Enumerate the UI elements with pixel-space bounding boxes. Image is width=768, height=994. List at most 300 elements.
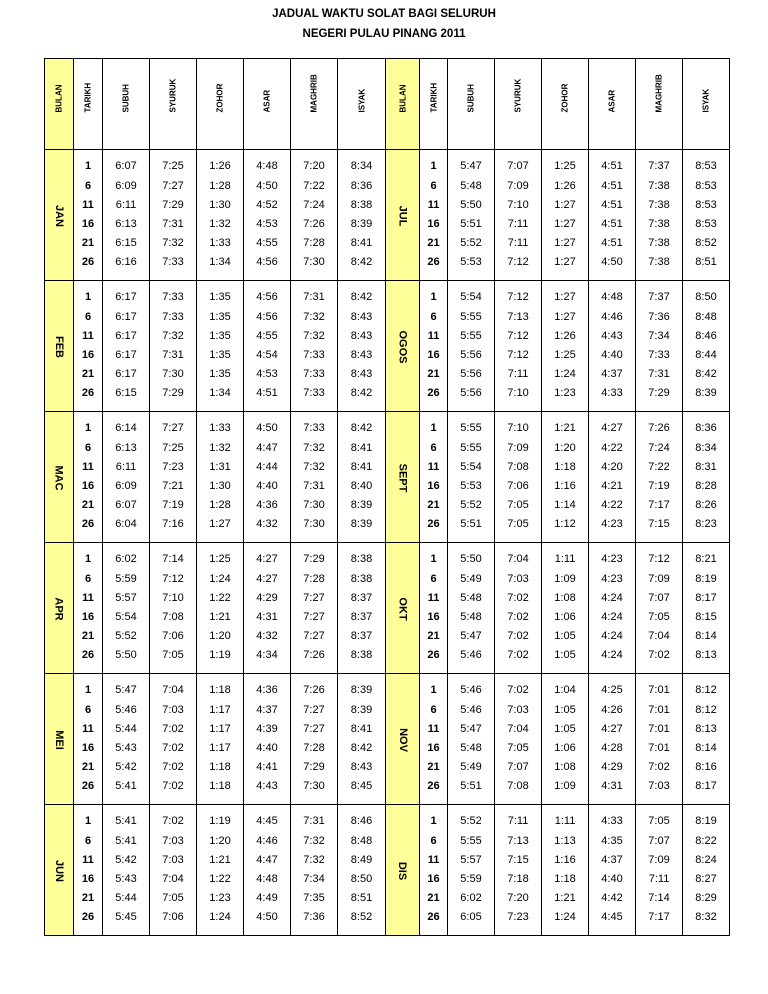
zohor-value: 1:28 <box>209 179 231 192</box>
zohor-value: 1:11 <box>554 553 576 566</box>
isyak-cell <box>683 674 730 805</box>
tarikh-cell <box>420 805 448 936</box>
tarikh-cell <box>74 412 103 543</box>
asar-cell <box>589 281 636 412</box>
tarikh-value: 16 <box>427 349 440 361</box>
maghrib-value: 7:02 <box>648 649 670 662</box>
asar-value: 4:43 <box>256 780 278 793</box>
zohor-value: 1:35 <box>209 368 231 381</box>
asar-cell <box>589 150 636 281</box>
isyak-value: 8:43 <box>350 329 373 342</box>
syuruk-value: 7:02 <box>507 684 529 697</box>
zohor-value: 1:08 <box>554 591 576 604</box>
isyak-value: 8:53 <box>695 218 717 230</box>
syuruk-value: 7:12 <box>507 256 529 269</box>
tarikh-value: 6 <box>430 703 437 716</box>
syuruk-cell <box>495 281 542 412</box>
isyak-value: 8:16 <box>695 761 717 774</box>
subuh-value: 6:17 <box>115 349 137 361</box>
subuh-value: 5:52 <box>460 237 482 250</box>
tarikh-value: 21 <box>81 499 95 512</box>
isyak-value: 8:53 <box>695 179 717 192</box>
month-cell <box>45 281 74 412</box>
isyak-value: 8:12 <box>695 684 717 697</box>
zohor-value: 1:26 <box>209 160 231 173</box>
syuruk-value: 7:15 <box>507 853 529 866</box>
syuruk-value: 7:03 <box>162 703 184 716</box>
tarikh-value: 26 <box>427 256 440 269</box>
syuruk-value: 7:09 <box>507 441 529 454</box>
zohor-cell <box>542 805 589 936</box>
zohor-value: 1:05 <box>554 703 576 716</box>
zohor-value: 1:35 <box>209 310 231 323</box>
subuh-cell <box>103 150 150 281</box>
isyak-value: 8:34 <box>695 441 717 454</box>
maghrib-value: 7:32 <box>303 441 325 454</box>
zohor-cell <box>197 805 244 936</box>
isyak-value: 8:13 <box>695 722 717 735</box>
maghrib-cell <box>291 543 338 674</box>
syuruk-value: 7:12 <box>507 329 529 342</box>
tarikh-cell <box>74 805 103 936</box>
asar-value: 4:43 <box>601 329 623 342</box>
maghrib-value: 7:33 <box>303 349 325 361</box>
tarikh-value: 6 <box>430 441 437 454</box>
isyak-value: 8:39 <box>695 387 717 400</box>
isyak-value: 8:39 <box>350 684 373 697</box>
asar-cell <box>244 412 291 543</box>
zohor-value: 1:27 <box>554 218 576 230</box>
maghrib-value: 7:28 <box>303 237 325 250</box>
isyak-cell <box>338 281 386 412</box>
zohor-value: 1:18 <box>554 873 576 885</box>
subuh-value: 5:52 <box>115 630 137 643</box>
subuh-value: 5:56 <box>460 349 482 361</box>
tarikh-value: 26 <box>427 387 440 400</box>
syuruk-value: 7:32 <box>162 237 184 250</box>
asar-value: 4:41 <box>256 761 278 774</box>
tarikh-value: 11 <box>427 722 440 735</box>
header-zohor-left <box>197 59 244 150</box>
asar-cell <box>589 674 636 805</box>
syuruk-value: 7:02 <box>162 815 184 828</box>
month-cell <box>386 412 420 543</box>
subuh-value: 6:16 <box>115 256 137 269</box>
maghrib-value: 7:34 <box>648 329 670 342</box>
isyak-value: 8:42 <box>350 256 373 269</box>
isyak-value: 8:37 <box>350 630 373 643</box>
maghrib-value: 7:27 <box>303 611 325 623</box>
tarikh-value: 16 <box>81 611 95 623</box>
asar-cell <box>244 543 291 674</box>
subuh-value: 5:46 <box>460 684 482 697</box>
subuh-value: 5:48 <box>460 179 482 192</box>
syuruk-value: 7:16 <box>162 518 184 531</box>
syuruk-value: 7:23 <box>507 911 529 924</box>
asar-value: 4:24 <box>601 611 623 623</box>
month-label: OGOS <box>396 330 409 364</box>
zohor-cell <box>197 150 244 281</box>
isyak-cell <box>683 150 730 281</box>
subuh-value: 5:44 <box>115 722 137 735</box>
zohor-value: 1:24 <box>554 911 576 924</box>
header-label: ISYAK <box>357 88 366 112</box>
maghrib-value: 7:12 <box>648 553 670 566</box>
zohor-value: 1:06 <box>554 742 576 754</box>
zohor-value: 1:21 <box>209 853 231 866</box>
zohor-value: 1:25 <box>554 349 576 361</box>
isyak-value: 8:26 <box>695 499 717 512</box>
maghrib-value: 7:27 <box>303 630 325 643</box>
zohor-cell <box>542 543 589 674</box>
maghrib-value: 7:17 <box>648 911 670 924</box>
month-label: MAC <box>53 465 65 491</box>
tarikh-cell <box>420 543 448 674</box>
header-label: SYURUK <box>513 78 523 112</box>
syuruk-value: 7:03 <box>507 572 529 585</box>
maghrib-cell <box>291 281 338 412</box>
syuruk-value: 7:02 <box>162 742 184 754</box>
syuruk-value: 7:08 <box>162 611 184 623</box>
tarikh-value: 6 <box>430 834 437 847</box>
maghrib-value: 7:31 <box>303 480 325 492</box>
isyak-cell <box>683 281 730 412</box>
asar-value: 4:46 <box>256 834 278 847</box>
tarikh-value: 1 <box>430 160 437 173</box>
maghrib-value: 7:07 <box>648 591 670 604</box>
maghrib-value: 7:24 <box>303 198 325 211</box>
tarikh-value: 6 <box>430 310 437 323</box>
asar-value: 4:56 <box>256 291 278 304</box>
table-body <box>45 150 730 936</box>
isyak-value: 8:36 <box>350 179 373 192</box>
asar-value: 4:54 <box>256 349 278 361</box>
asar-value: 4:45 <box>601 911 623 924</box>
tarikh-value: 16 <box>427 480 440 492</box>
asar-value: 4:51 <box>601 160 623 173</box>
month-row <box>45 412 730 543</box>
zohor-cell <box>197 674 244 805</box>
header-bulan-left <box>45 59 74 150</box>
subuh-value: 6:17 <box>115 329 137 342</box>
tarikh-value: 11 <box>82 460 94 473</box>
syuruk-value: 7:02 <box>507 649 529 662</box>
subuh-value: 6:13 <box>115 218 137 230</box>
tarikh-cell <box>74 281 103 412</box>
tarikh-value: 11 <box>82 853 94 866</box>
syuruk-value: 7:07 <box>507 761 529 774</box>
month-cell <box>386 150 420 281</box>
month-label: NOV <box>396 728 409 752</box>
month-cell <box>386 805 420 936</box>
isyak-value: 8:14 <box>695 630 717 643</box>
syuruk-cell <box>150 150 197 281</box>
zohor-value: 1:35 <box>209 349 231 361</box>
tarikh-value: 11 <box>427 329 440 342</box>
isyak-cell <box>338 674 386 805</box>
asar-value: 4:22 <box>601 499 623 512</box>
zohor-value: 1:19 <box>209 649 231 662</box>
maghrib-value: 7:28 <box>303 572 325 585</box>
zohor-value: 1:32 <box>209 218 231 230</box>
subuh-cell <box>448 805 495 936</box>
tarikh-value: 16 <box>427 742 440 754</box>
asar-value: 4:51 <box>601 237 623 250</box>
month-row <box>45 150 730 281</box>
tarikh-cell <box>420 281 448 412</box>
subuh-value: 5:47 <box>115 684 137 697</box>
zohor-value: 1:24 <box>209 572 231 585</box>
subuh-value: 5:48 <box>460 742 482 754</box>
zohor-value: 1:20 <box>209 834 231 847</box>
maghrib-value: 7:30 <box>303 518 325 531</box>
month-cell <box>386 281 420 412</box>
subuh-value: 5:53 <box>460 256 482 269</box>
tarikh-value: 11 <box>82 591 94 604</box>
isyak-value: 8:42 <box>350 387 373 400</box>
syuruk-value: 7:25 <box>162 441 184 454</box>
maghrib-value: 7:32 <box>303 853 325 866</box>
zohor-value: 1:31 <box>209 460 231 473</box>
subuh-value: 5:47 <box>460 722 482 735</box>
syuruk-value: 7:02 <box>162 722 184 735</box>
syuruk-cell <box>150 674 197 805</box>
subuh-cell <box>103 805 150 936</box>
tarikh-cell <box>74 150 103 281</box>
header-isyak-right <box>683 59 730 150</box>
tarikh-value: 26 <box>81 780 95 793</box>
syuruk-value: 7:29 <box>162 198 184 211</box>
zohor-value: 1:19 <box>209 815 231 828</box>
isyak-value: 8:43 <box>350 368 373 381</box>
asar-value: 4:27 <box>256 553 278 566</box>
subuh-value: 5:50 <box>460 553 482 566</box>
maghrib-value: 7:33 <box>303 422 325 435</box>
maghrib-cell <box>636 281 683 412</box>
maghrib-value: 7:05 <box>648 611 670 623</box>
maghrib-cell <box>291 412 338 543</box>
header-asar-right <box>589 59 636 150</box>
syuruk-value: 7:11 <box>507 368 529 381</box>
subuh-value: 6:09 <box>115 179 137 192</box>
asar-value: 4:21 <box>601 480 623 492</box>
isyak-value: 8:19 <box>695 815 717 828</box>
maghrib-value: 7:37 <box>648 160 670 173</box>
zohor-value: 1:16 <box>554 480 576 492</box>
subuh-value: 5:50 <box>115 649 137 662</box>
syuruk-value: 7:23 <box>162 460 184 473</box>
asar-cell <box>244 674 291 805</box>
syuruk-value: 7:12 <box>507 349 529 361</box>
header-subuh-left <box>103 59 150 150</box>
tarikh-value: 21 <box>81 368 95 381</box>
subuh-value: 5:44 <box>115 892 137 905</box>
asar-value: 4:35 <box>601 834 623 847</box>
asar-value: 4:56 <box>256 256 278 269</box>
tarikh-value: 21 <box>427 630 440 643</box>
subuh-value: 6:07 <box>115 499 137 512</box>
syuruk-value: 7:12 <box>162 572 184 585</box>
tarikh-value: 26 <box>427 649 440 662</box>
syuruk-cell <box>495 805 542 936</box>
tarikh-cell <box>420 412 448 543</box>
tarikh-value: 1 <box>84 553 92 566</box>
tarikh-value: 21 <box>81 630 95 643</box>
month-label: OKT <box>396 597 409 621</box>
asar-value: 4:48 <box>256 873 278 885</box>
isyak-value: 8:31 <box>695 460 717 473</box>
header-syuruk-left <box>150 59 197 150</box>
subuh-value: 6:04 <box>115 518 137 531</box>
subuh-value: 5:52 <box>460 499 482 512</box>
isyak-cell <box>338 412 386 543</box>
maghrib-cell <box>291 150 338 281</box>
syuruk-value: 7:04 <box>507 722 529 735</box>
syuruk-value: 7:31 <box>162 349 184 361</box>
isyak-value: 8:53 <box>695 160 717 173</box>
subuh-value: 5:47 <box>460 630 482 643</box>
asar-cell <box>589 543 636 674</box>
subuh-value: 5:42 <box>115 761 137 774</box>
zohor-value: 1:23 <box>554 387 576 400</box>
tarikh-value: 1 <box>430 553 437 566</box>
asar-cell <box>589 805 636 936</box>
maghrib-value: 7:07 <box>648 834 670 847</box>
tarikh-value: 16 <box>81 349 95 361</box>
syuruk-value: 7:09 <box>507 179 529 192</box>
tarikh-value: 21 <box>81 237 95 250</box>
isyak-cell <box>338 543 386 674</box>
maghrib-value: 7:38 <box>648 256 670 269</box>
maghrib-value: 7:33 <box>648 349 670 361</box>
tarikh-value: 1 <box>84 160 92 173</box>
isyak-value: 8:17 <box>695 780 717 793</box>
asar-value: 4:50 <box>601 256 623 269</box>
maghrib-value: 7:01 <box>648 684 670 697</box>
isyak-cell <box>683 805 730 936</box>
zohor-cell <box>197 543 244 674</box>
syuruk-value: 7:05 <box>507 742 529 754</box>
tarikh-value: 11 <box>82 722 94 735</box>
tarikh-value: 16 <box>81 742 95 754</box>
subuh-value: 5:53 <box>460 480 482 492</box>
subuh-value: 6:15 <box>115 237 137 250</box>
syuruk-value: 7:33 <box>162 256 184 269</box>
syuruk-cell <box>150 543 197 674</box>
maghrib-cell <box>636 543 683 674</box>
subuh-value: 5:55 <box>460 834 482 847</box>
subuh-value: 5:45 <box>115 911 137 924</box>
maghrib-value: 7:09 <box>648 572 670 585</box>
syuruk-value: 7:19 <box>162 499 184 512</box>
header-label: ASAR <box>607 89 617 112</box>
zohor-value: 1:24 <box>209 911 231 924</box>
subuh-cell <box>103 281 150 412</box>
isyak-value: 8:15 <box>695 611 717 623</box>
tarikh-value: 21 <box>427 237 440 250</box>
subuh-value: 6:02 <box>115 553 137 566</box>
subuh-value: 6:17 <box>115 310 137 323</box>
maghrib-value: 7:34 <box>303 873 325 885</box>
asar-value: 4:52 <box>256 198 278 211</box>
header-label: SUBUH <box>121 83 131 112</box>
zohor-value: 1:05 <box>554 630 576 643</box>
asar-value: 4:36 <box>256 684 278 697</box>
header-label: ISYAK <box>701 88 711 112</box>
tarikh-value: 16 <box>81 480 95 492</box>
subuh-value: 5:42 <box>115 853 137 866</box>
subuh-cell <box>103 412 150 543</box>
maghrib-value: 7:38 <box>648 237 670 250</box>
zohor-value: 1:17 <box>209 703 231 716</box>
asar-value: 4:48 <box>256 160 278 173</box>
month-row <box>45 805 730 936</box>
subuh-value: 5:55 <box>460 329 482 342</box>
tarikh-value: 11 <box>427 460 440 473</box>
syuruk-value: 7:20 <box>507 892 529 905</box>
tarikh-value: 26 <box>81 649 95 662</box>
syuruk-value: 7:21 <box>162 480 184 492</box>
month-cell <box>45 150 74 281</box>
month-label: DIS <box>396 861 409 881</box>
isyak-value: 8:48 <box>350 834 373 847</box>
page-title: JADUAL WAKTU SOLAT BAGI SELURUH <box>272 8 496 20</box>
maghrib-value: 7:32 <box>303 834 325 847</box>
asar-value: 4:27 <box>256 572 278 585</box>
maghrib-value: 7:31 <box>303 815 325 828</box>
subuh-cell <box>448 281 495 412</box>
isyak-cell <box>683 412 730 543</box>
asar-value: 4:50 <box>256 911 278 924</box>
zohor-value: 1:17 <box>209 722 231 735</box>
month-cell <box>45 543 74 674</box>
asar-value: 4:39 <box>256 722 278 735</box>
syuruk-value: 7:02 <box>507 611 529 623</box>
maghrib-value: 7:27 <box>303 703 325 716</box>
subuh-cell <box>448 674 495 805</box>
maghrib-value: 7:29 <box>648 387 670 400</box>
syuruk-value: 7:07 <box>507 160 529 173</box>
maghrib-value: 7:30 <box>303 780 325 793</box>
maghrib-value: 7:22 <box>648 460 670 473</box>
isyak-value: 8:44 <box>695 349 717 361</box>
asar-value: 4:37 <box>601 368 623 381</box>
asar-value: 4:31 <box>601 780 623 793</box>
subuh-value: 5:48 <box>460 591 482 604</box>
maghrib-value: 7:26 <box>303 649 325 662</box>
asar-value: 4:20 <box>601 460 623 473</box>
maghrib-cell <box>291 805 338 936</box>
maghrib-value: 7:28 <box>303 742 325 754</box>
zohor-value: 1:14 <box>554 499 576 512</box>
isyak-value: 8:41 <box>350 237 373 250</box>
header-zohor-right <box>542 59 589 150</box>
asar-value: 4:29 <box>601 761 623 774</box>
asar-value: 4:37 <box>256 703 278 716</box>
isyak-value: 8:42 <box>350 742 373 754</box>
asar-value: 4:36 <box>256 499 278 512</box>
subuh-value: 5:55 <box>460 441 482 454</box>
asar-value: 4:25 <box>601 684 623 697</box>
asar-value: 4:46 <box>601 310 623 323</box>
zohor-value: 1:18 <box>554 460 576 473</box>
syuruk-cell <box>495 543 542 674</box>
subuh-value: 5:59 <box>115 572 137 585</box>
syuruk-value: 7:25 <box>162 160 184 173</box>
subuh-value: 5:43 <box>115 873 137 885</box>
asar-value: 4:50 <box>256 422 278 435</box>
isyak-cell <box>338 150 386 281</box>
